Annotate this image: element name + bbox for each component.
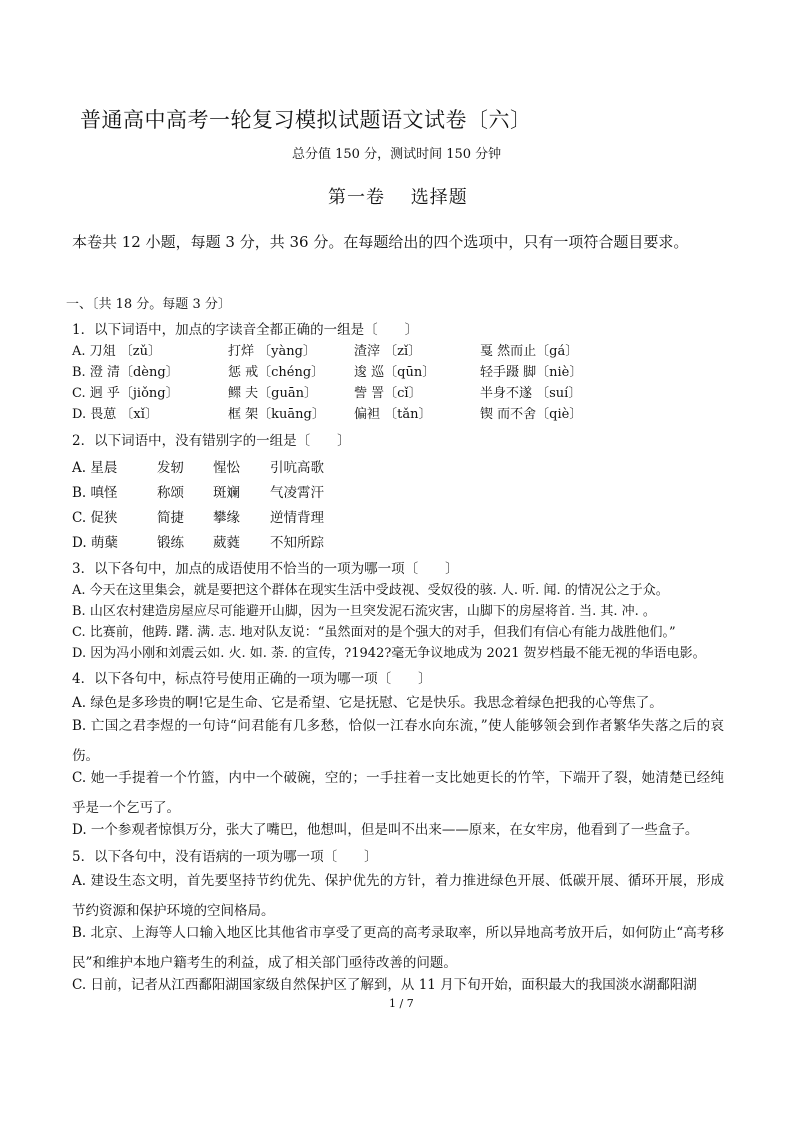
q2-word: C. 促狭	[72, 510, 118, 526]
q2-word: 惺忪	[213, 460, 240, 476]
q5-option-b: B. 北京、上海等人口输入地区比其他省市享受了更高的高考录取率，所以异地高考放开后，如何防止“高考移民”和维护本地户籍考生的利益，成了相关部门亟待改善的问题。	[72, 925, 724, 971]
q2-word: 简捷	[157, 510, 184, 526]
q3-option-c: C. 比赛前，他踌. 躇. 满. 志. 地对队友说：“虽然面对的是个强大的对手，但我们有信心有能力战胜他们。”	[72, 625, 676, 640]
q3-option-a: A. 今天在这里集会，就是要把这个群体在现实生活中受歧视、受奴役的骇. 人. 听. 闻. 的情况公之于众。	[72, 583, 669, 598]
exam-subtitle: 总分值 150 分，测试时间 150 分钟	[292, 147, 502, 162]
section-heading: 一、〔共 18 分。每题 3 分〕	[66, 297, 231, 312]
page-number: 1 / 7	[389, 997, 414, 1010]
q1-option: 逡 巡〔qūn〕	[354, 365, 436, 380]
q2-word: 引吭高歌	[270, 460, 324, 476]
q2-word: 斑斓	[213, 485, 240, 501]
q3-option-d: D. 因为冯小刚和刘震云如. 火. 如. 荼. 的宣传，?1942?毫无争议地成为 2021 贺岁档最不能无视的华语电影。	[72, 646, 706, 661]
q2-word: 称颂	[157, 485, 184, 501]
q1-option: C. 迥 乎〔jiǒng〕	[72, 386, 179, 401]
q4-option-c: C. 她一手提着一个竹篮，内中一个破碗，空的；一手拄着一支比她更长的竹竿，下端开了裂，她清楚已经纯乎是一个乞丐了。	[72, 770, 724, 816]
q1-option: 渣滓 〔zǐ〕	[354, 344, 422, 359]
q2-word: A. 星晨	[72, 460, 118, 476]
q2-word: 发轫	[157, 460, 184, 476]
q2-word: D. 萌蘖	[72, 535, 118, 551]
question-5-stem: 5．以下各句中，没有语病的一项为哪一项〔 〕	[72, 849, 378, 865]
q4-option-b: B. 亡国之君李煜的一句诗“问君能有几多愁，恰似一江春水向东流，”使人能够领会到作者繁华失落之后的哀伤。	[72, 718, 724, 764]
q2-word: 逆情背理	[270, 510, 324, 526]
q1-option: 框 架〔kuāng〕	[228, 407, 325, 422]
question-3-stem: 3．以下各句中，加点的成语使用不恰当的一项为哪一项〔 〕	[72, 561, 459, 577]
question-1-stem: 1．以下词语中，加点的字读音全都正确的一组是〔 〕	[72, 322, 419, 338]
q1-option: 打烊 〔yàng〕	[228, 344, 316, 359]
volume-heading: 第一卷 选择题	[328, 187, 468, 208]
exam-title: 普通高中高考一轮复习模拟试题语文试卷〔六〕	[80, 108, 532, 132]
q2-word: 葳蕤	[213, 535, 240, 551]
q2-word: 攀缘	[213, 510, 240, 526]
q2-word: 锻练	[157, 535, 184, 551]
q1-option: A. 刀俎 〔zǔ〕	[72, 344, 162, 359]
question-2-stem: 2．以下词语中，没有错别字的一组是〔 〕	[72, 433, 351, 449]
q4-option-d: D. 一个参观者惊惧万分，张大了嘴巴，他想叫，但是叫不出来——原来，在女牢房，他看到了一些盒子。	[72, 822, 699, 838]
q2-word: B. 嗔怪	[72, 485, 118, 501]
q5-option-c: C. 日前，记者从江西鄱阳湖国家级自然保护区了解到，从 11 月下旬开始，面积最大的我国淡水湖鄱阳湖	[72, 977, 697, 993]
q5-option-a: A. 建设生态文明，首先要坚持节约优先、保护优先的方针，着力推进绿色开展、低碳开展、循环开展，形成节约资源和保护环境的空间格局。	[72, 873, 724, 919]
q1-option: 惩 戒〔chéng〕	[228, 365, 325, 380]
q1-option: B. 澄 清〔dèng〕	[72, 365, 179, 380]
q4-option-a: A. 绿色是多珍贵的啊!它是生命、它是希望、它是抚慰、它是快乐。我思念着绿色把我的心等焦了。	[72, 695, 663, 711]
question-4-stem: 4．以下各句中，标点符号使用正确的一项为哪一项〔 〕	[72, 671, 432, 687]
q1-option: D. 畏葸 〔xǐ〕	[72, 407, 158, 422]
q1-option: 半身不遂 〔suí〕	[480, 386, 582, 401]
q3-option-b: B. 山区农村建造房屋应尽可能避开山脚，因为一旦突发泥石流灾害，山脚下的房屋将首. 当. 其. 冲. 。	[72, 604, 656, 619]
q1-option: 訾 詈〔cǐ〕	[354, 386, 422, 401]
q1-option: 戛 然而止〔gá〕	[480, 344, 579, 359]
q1-option: 轻手蹑 脚〔niè〕	[480, 365, 583, 380]
q1-option: 锲 而不舍〔qiè〕	[480, 407, 583, 422]
q2-word: 气凌霄汗	[270, 485, 324, 501]
instructions: 本卷共 12 小题，每题 3 分，共 36 分。在每题给出的四个选项中，只有一项符合题目要求。	[72, 233, 689, 251]
q2-word: 不知所踪	[270, 535, 324, 551]
q1-option: 鳏 夫〔guān〕	[228, 386, 317, 401]
q1-option: 偏袒 〔tǎn〕	[354, 407, 432, 422]
